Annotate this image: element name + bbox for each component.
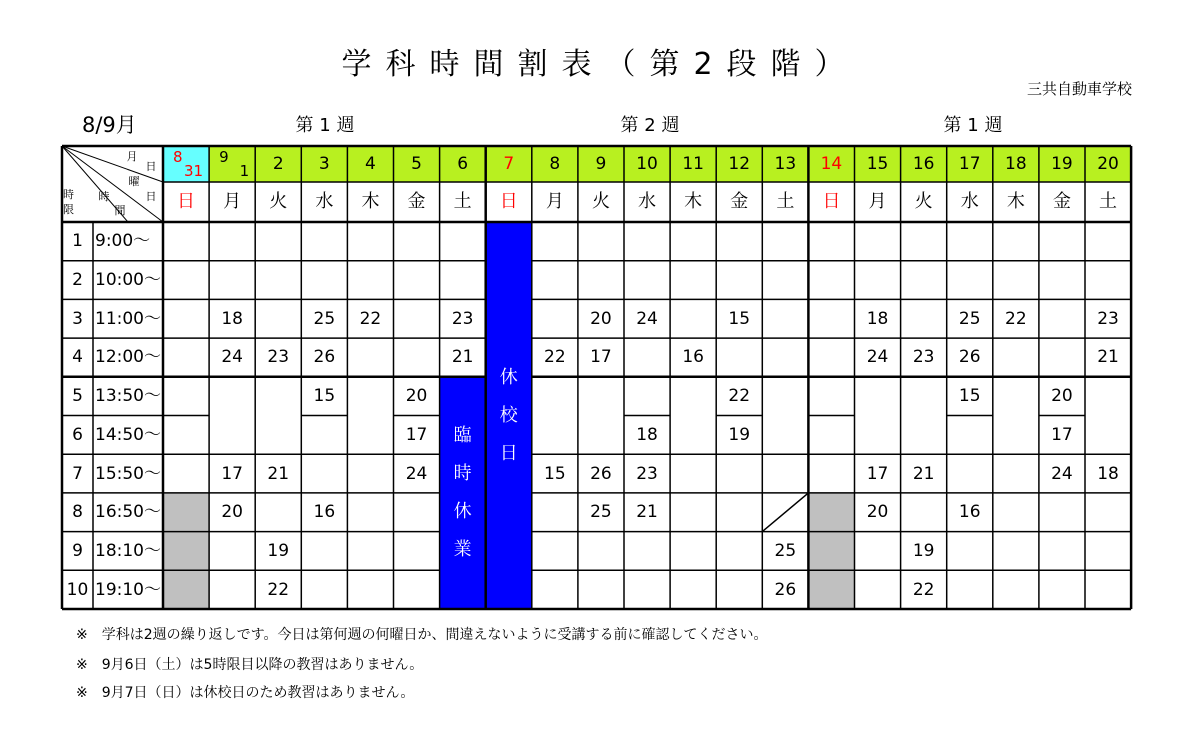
date-header-cell: 12 [716,146,762,182]
schedule-cell: 23 [912,347,935,368]
weekday-cell: 土 [453,191,472,212]
date-month: 9 [219,148,229,166]
date-header-cell: 5 [394,146,440,182]
corner-diagonal [62,146,163,222]
weekday-cell: 木 [1006,191,1025,212]
schedule-cell: 19 [267,540,290,561]
weekday-cell: 木 [361,191,380,212]
date-header-cell: 2 [255,146,301,182]
schedule-cell: 26 [958,347,981,368]
schedule-cell: 18 [636,424,658,445]
weekday-cell: 木 [684,191,703,212]
schedule-cell: 18 [221,308,243,329]
period-time: 15:50〜 [95,463,161,484]
schedule-cell: 21 [267,463,290,484]
date-header-cell: 14 [808,146,854,182]
weekday-cell: 日 [822,191,841,212]
period-time: 16:50〜 [95,502,161,523]
period-number: 4 [72,347,83,368]
period-number: 8 [72,502,83,523]
weekday-cell: 日 [177,191,196,212]
corner-time-label-1: 時 [98,190,110,203]
schedule-cell: 22 [544,347,566,368]
week-label-2: 第 2 週 [620,115,680,136]
date-header-cell: 19 [1039,146,1085,182]
schedule-cell: 25 [958,308,981,329]
period-number: 5 [72,386,83,407]
weekday-cell: 金 [407,191,426,212]
date-header-cell: 16 [901,146,947,182]
schedule-cell: 22 [728,386,751,407]
schedule-cell: 20 [866,502,889,523]
period-time: 19:10〜 [95,579,161,600]
date-month: 8 [173,148,183,166]
schedule-cell: 25 [313,308,336,329]
schedule-cell: 21 [912,463,935,484]
corner-month-label: 月 [126,150,138,163]
schedule-cell: 17 [866,463,889,484]
note-1: ※ 学科は2週の繰り返しです。今日は第何週の何曜日か、間違えないように受講する前に確認してください。 [76,627,768,643]
period-time: 18:10〜 [95,540,161,561]
schedule-cell: 23 [1097,308,1119,329]
schedule-cell: 18 [866,308,889,329]
weekday-cell: 金 [1052,191,1071,212]
weekday-cell: 月 [223,191,242,212]
period-number: 7 [72,463,83,484]
period-number: 2 [72,270,83,291]
schedule-cell: 25 [590,502,612,523]
schedule-cell: 21 [451,347,474,368]
date-header-cell: 8 [532,146,578,182]
date-header-cell: 20 [1085,146,1131,182]
weekday-cell: 火 [914,191,933,212]
corner-youbi-day-label: 日 [145,190,157,203]
schedule-cell: 24 [405,463,428,484]
week-label-3: 第 1 週 [943,115,1003,136]
schedule-cell: 20 [1051,386,1073,407]
period-time: 14:50〜 [95,424,161,445]
school-name: 三共自動車学校 [1026,80,1132,98]
date-header-cell: 10 [624,146,670,182]
period-time: 9:00〜 [95,231,151,252]
schedule-cell: 21 [1097,347,1119,368]
date-header-cell: 13 [762,146,808,182]
schedule-cell: 18 [1097,463,1119,484]
schedule-cell: 26 [590,463,612,484]
schedule-cell: 24 [1051,463,1073,484]
weekday-cell: 水 [960,191,979,212]
weekday-cell: 土 [776,191,795,212]
schedule-cell: 20 [590,308,612,329]
schedule-cell: 17 [590,347,612,368]
schedule-cell: 17 [405,424,428,445]
weekday-cell: 金 [730,191,749,212]
schedule-cell: 24 [221,347,243,368]
weekday-cell: 水 [315,191,334,212]
schedule-cell: 20 [221,502,243,523]
week-label-1: 第 1 週 [295,115,355,136]
schedule-cell: 22 [912,579,935,600]
period-time: 13:50〜 [95,386,161,407]
schedule-cell: 23 [451,308,474,329]
schedule-cell: 26 [774,579,797,600]
weekday-cell: 月 [868,191,887,212]
schedule-cell: 15 [728,308,751,329]
schedule-cell: 25 [774,540,797,561]
schedule-cell: 24 [636,308,658,329]
date-header-cell: 18 [993,146,1039,182]
cell-diagonal [762,493,808,532]
schedule-cell: 15 [544,463,566,484]
closure-char: 休 [453,500,472,522]
weekday-cell: 水 [638,191,657,212]
schedule-cell: 21 [636,502,658,523]
period-number: 10 [66,579,89,600]
date-header-cell: 9 [578,146,624,182]
period-number: 3 [72,308,83,329]
closure-char: 休 [499,366,518,388]
period-time: 11:00〜 [95,308,161,329]
schedule-cell: 26 [313,347,336,368]
corner-period-label: 時限 [63,188,74,216]
schedule-cell: 16 [958,502,981,523]
weekday-cell: 火 [269,191,288,212]
schedule-cell: 16 [313,502,336,523]
period-time: 12:00〜 [95,347,161,368]
closure-char: 校 [499,404,518,426]
schedule-cell: 17 [1051,424,1073,445]
schedule-cell: 20 [405,386,428,407]
schedule-cell: 22 [1005,308,1027,329]
weekday-cell: 土 [1099,191,1118,212]
closure-char: 業 [453,538,472,560]
schedule-cell: 24 [866,347,889,368]
schedule-cell: 15 [313,386,336,407]
weekday-cell: 日 [499,191,518,212]
schedule-cell: 23 [636,463,658,484]
schedule-cell: 23 [267,347,290,368]
closure-char: 時 [453,462,472,484]
period-number: 9 [72,540,83,561]
date-header-cell: 6 [440,146,486,182]
schedule-cell: 15 [958,386,981,407]
schedule-cell: 22 [359,308,382,329]
corner-day-label: 日 [145,160,157,173]
corner-time-label-2: 間 [114,204,126,217]
schedule-cell: 22 [267,579,290,600]
schedule-cell: 19 [912,540,935,561]
closure-char: 臨 [453,424,472,446]
date-header-cell: 11 [670,146,716,182]
month-label: 8/9月 [82,113,137,137]
closure-char: 日 [499,442,518,464]
date-header-cell: 4 [347,146,393,182]
period-number: 6 [72,424,83,445]
weekday-cell: 月 [545,191,564,212]
date-header-cell: 3 [301,146,347,182]
note-3: ※ 9月7日（日）は休校日のため教習はありません。 [76,685,415,701]
date-day: 1 [239,162,250,180]
period-time: 10:00〜 [95,270,161,291]
corner-youbi-label: 曜 [128,175,140,188]
schedule-cell: 16 [682,347,704,368]
page-title: 学科時間割表（第2段階） [341,47,859,82]
weekday-cell: 火 [591,191,610,212]
note-2: ※ 9月6日（土）は5時限目以降の教習はありません。 [76,657,424,673]
date-day: 31 [184,162,204,180]
date-header-cell: 17 [947,146,993,182]
period-number: 1 [72,231,83,252]
schedule-cell: 17 [221,463,243,484]
schedule-cell: 19 [728,424,751,445]
date-header-cell: 7 [486,146,532,182]
date-header-cell: 15 [855,146,901,182]
